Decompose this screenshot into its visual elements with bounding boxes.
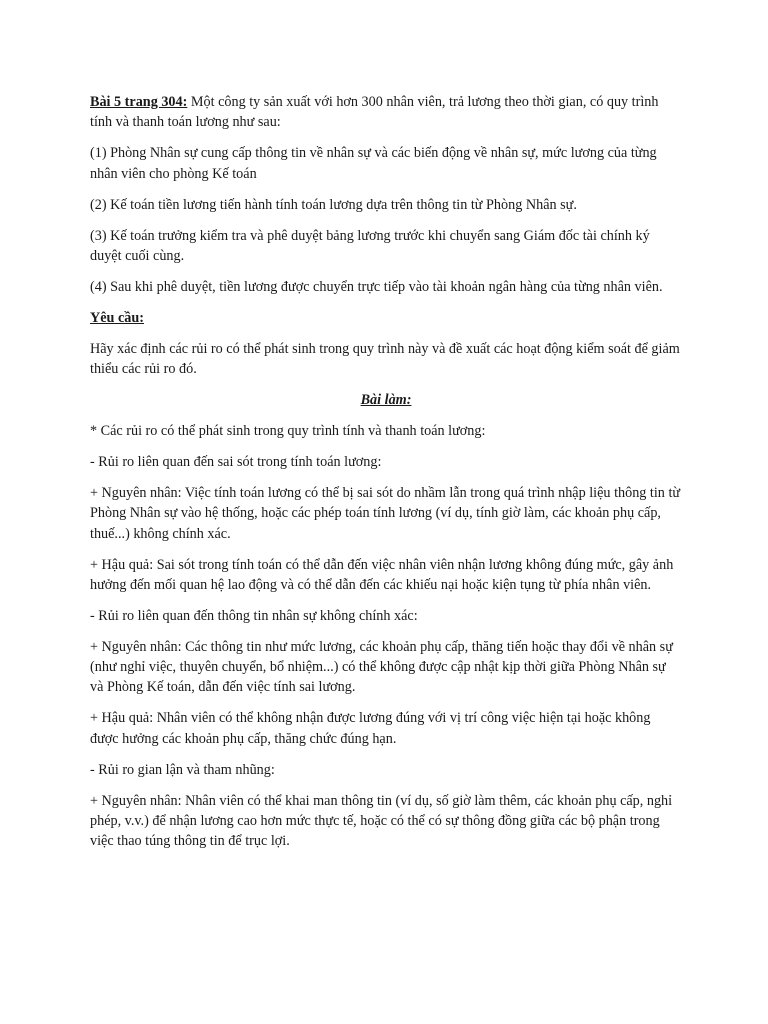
requirement-heading-paragraph <box>90 308 682 328</box>
answer-paragraph: - Rủi ro gian lận và tham nhũng: <box>90 761 275 778</box>
answer-heading: Bài làm: <box>360 392 412 409</box>
process-step-2: (2) Kế toán tiền lương tiến hành tính toán lương dựa trên thông tin từ Phòng Nhân sự. <box>90 196 577 213</box>
exercise-label: Bài 5 trang 304: <box>90 94 188 110</box>
requirement-heading: Yêu cầu: <box>90 309 144 326</box>
process-step-4: (4) Sau khi phê duyệt, tiền lương được chuyển trực tiếp vào tài khoản ngân hàng của từng nhân viên. <box>90 278 663 295</box>
document-page <box>90 92 682 862</box>
answer-paragraph: - Rủi ro liên quan đến thông tin nhân sự không chính xác: <box>90 607 418 624</box>
answer-paragraph: + Hậu quả: Sai sót trong tính toán có thể dẫn đến việc nhân viên nhận lương không đúng mức, gây ảnh hưởng đến mối quan hệ lao động và có thể dẫn đến các khiếu nại hoặc kiện tụng từ phía nhân viên. <box>90 556 674 593</box>
process-step-3: (3) Kế toán trưởng kiểm tra và phê duyệt bảng lương trước khi chuyển sang Giám đốc tài chính ký duyệt cuối cùng. <box>90 227 650 264</box>
answer-paragraph: + Nguyên nhân: Các thông tin như mức lương, các khoản phụ cấp, thăng tiến hoặc thay đổi về nhân sự (như nghỉ việc, thuyên chuyển, bổ nhiệm...) có thể không được cập nhật kịp thời giữa Phòng Nhân sự và Phòng Kế toán, dẫn đến việc tính sai lương. <box>90 638 673 696</box>
requirement-text: Hãy xác định các rủi ro có thể phát sinh trong quy trình này và đề xuất các hoạt động kiểm soát để giảm thiểu các rủi ro đó. <box>90 340 680 378</box>
answer-paragraph: + Nguyên nhân: Nhân viên có thể khai man thông tin (ví dụ, số giờ làm thêm, các khoản phụ cấp, nghỉ phép, v.v.) để nhận lương cao hơn mức thực tế, hoặc có thể có sự thông đồng giữa các bộ phận trong việc thao túng thông tin để trục lợi. <box>90 792 673 850</box>
process-step-1: (1) Phòng Nhân sự cung cấp thông tin về nhân sự và các biến động về nhân sự, mức lương của từng nhân viên cho phòng Kế toán <box>90 145 657 182</box>
intro-text: Một công ty sản xuất với hơn 300 nhân viên, trả lương theo thời gian, có quy trình tính và thanh toán lương như sau: <box>90 94 659 131</box>
answer-paragraph: + Nguyên nhân: Việc tính toán lương có thể bị sai sót do nhầm lẫn trong quá trình nhập liệu thông tin từ Phòng Nhân sự vào hệ thống, hoặc các phép toán tính lương (ví dụ, tính giờ làm, các khoản phụ cấp, thuế...) không chính xác. <box>90 485 681 542</box>
answer-paragraph: + Hậu quả: Nhân viên có thể không nhận được lương đúng với vị trí công việc hiện tại hoặc không được hưởng các khoản phụ cấp, thăng chức đúng hạn. <box>90 710 651 747</box>
answer-paragraph: - Rủi ro liên quan đến sai sót trong tính toán lương: <box>90 454 382 471</box>
intro-paragraph <box>90 92 682 133</box>
answer-paragraph: * Các rủi ro có thể phát sinh trong quy trình tính và thanh toán lương: <box>90 423 486 440</box>
